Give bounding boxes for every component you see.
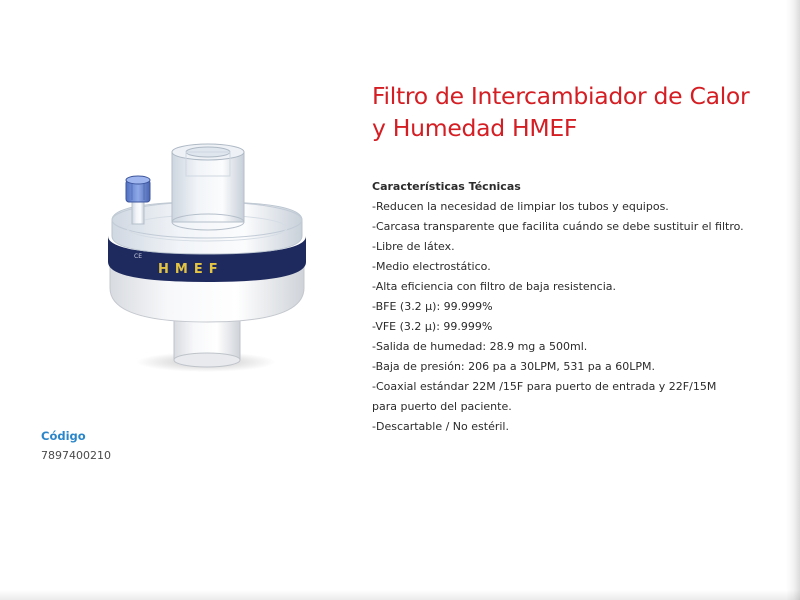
spec-item: -BFE (3.2 µ): 99.999% xyxy=(372,300,493,313)
specs-heading: Características Técnicas xyxy=(372,180,521,193)
spec-list xyxy=(372,197,772,437)
ce-mark: CE xyxy=(134,253,142,260)
hmef-label: HMEF xyxy=(158,262,224,277)
page-bottom-shadow xyxy=(0,590,800,600)
product-title-line-2: y Humedad HMEF xyxy=(372,114,578,142)
page-edge-shadow xyxy=(786,0,800,600)
spec-item: -Carcasa transparente que facilita cuándo se debe sustituir el filtro. xyxy=(372,220,744,233)
spec-item: -Alta eficiencia con filtro de baja resistencia. xyxy=(372,280,617,293)
spec-item: -VFE (3.2 µ): 99.999% xyxy=(372,320,493,333)
code-label: Código xyxy=(41,429,86,443)
product-title xyxy=(372,80,782,144)
spec-item: -Reducen la necesidad de limpiar los tubos y equipos. xyxy=(372,200,669,213)
spec-item: -Medio electrostático. xyxy=(372,260,491,273)
spec-item: -Baja de presión: 206 pa a 30LPM, 531 pa a 60LPM. xyxy=(372,360,656,373)
product-title-line-1: Filtro de Intercambiador de Calor xyxy=(372,82,750,110)
hmef-filter-image xyxy=(96,136,316,376)
spec-item: -Descartable / No estéril. xyxy=(372,420,509,433)
spec-item: -Libre de látex. xyxy=(372,240,455,253)
code-value: 7897400210 xyxy=(41,449,111,462)
spec-item: -Coaxial estándar 22M /15F para puerto de entrada y 22F/15M xyxy=(372,380,717,393)
spec-item: -Salida de humedad: 28.9 mg a 500ml. xyxy=(372,340,588,353)
technical-specs xyxy=(372,177,772,437)
spec-item: para puerto del paciente. xyxy=(372,400,512,413)
